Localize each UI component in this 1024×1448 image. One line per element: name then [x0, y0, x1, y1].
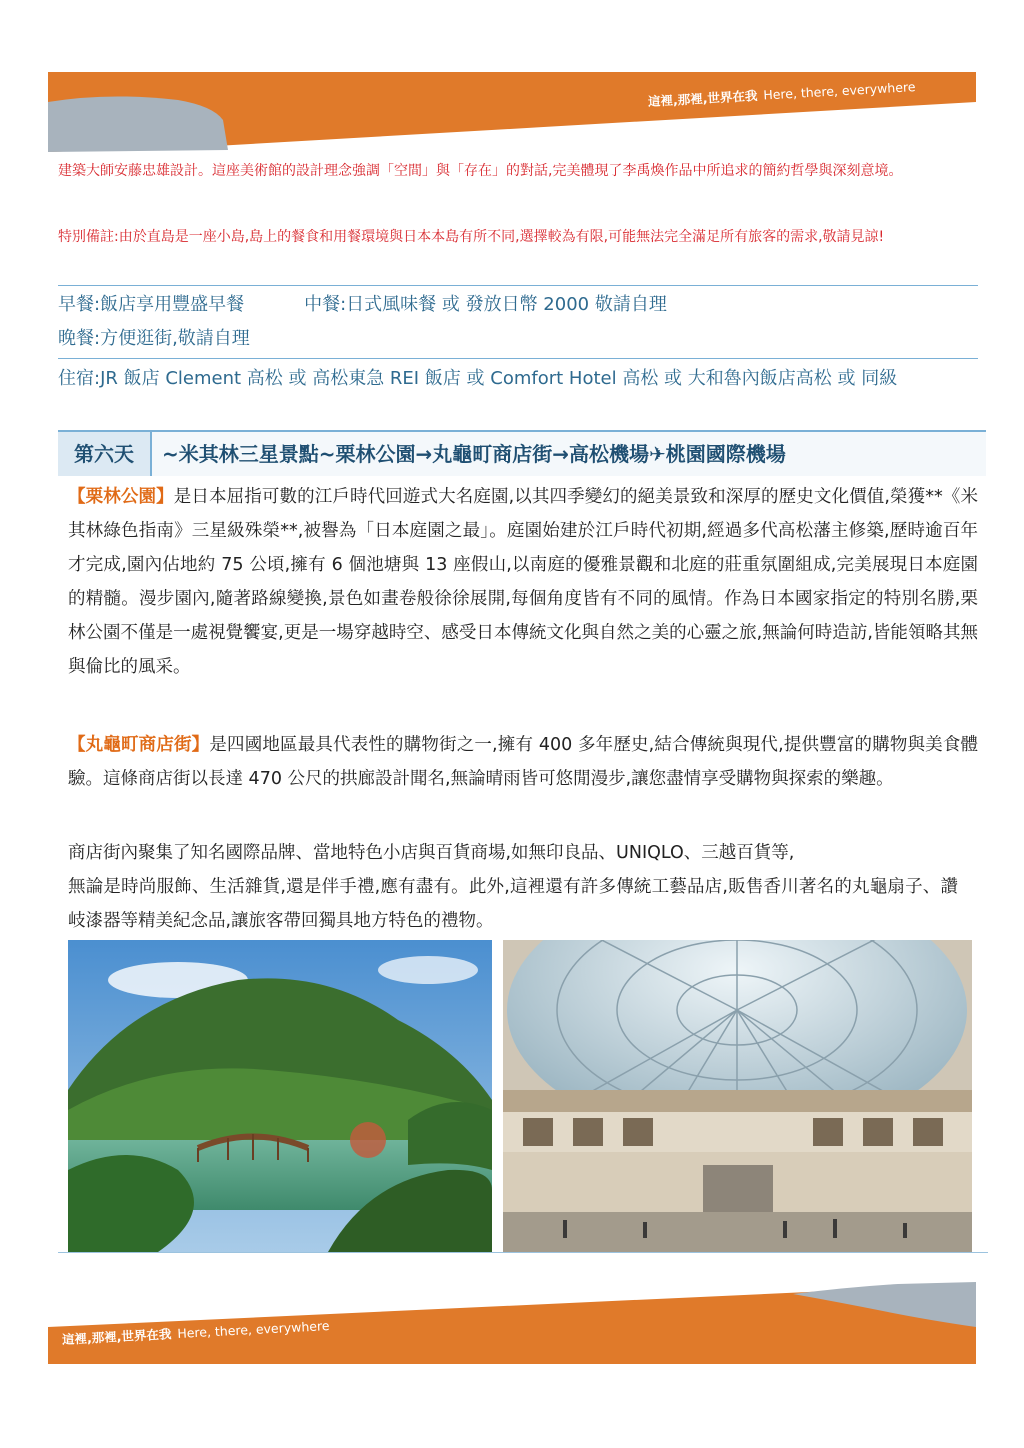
marugame-dome-photo — [503, 940, 972, 1252]
shops-line-1: 商店街內聚集了知名國際品牌、當地特色小店與百貨商場,如無印良品、UNIQLO、三越百貨等, — [68, 843, 795, 863]
meal-breakfast-lunch — [58, 288, 968, 322]
header-slogan: 這裡,那裡,世界在我 Here, there, everywhere — [647, 79, 916, 109]
marugame-paragraph — [68, 728, 978, 796]
lunch-text: 中餐:日式風味餐 或 發放日幣 2000 敬請自理 — [304, 294, 667, 315]
day-title: ~米其林三星景點~栗林公園→丸龜町商店街→高松機場✈桃園國際機場 — [162, 442, 786, 466]
day-label: 第六天 — [58, 432, 152, 476]
breakfast-text: 早餐:飯店享用豐盛早餐 — [58, 294, 245, 315]
meal-dinner: 晚餐:方便逛街,敬請自理 — [58, 328, 250, 349]
divider — [58, 358, 978, 359]
photo-baseline — [58, 1252, 988, 1253]
ritsurin-paragraph — [68, 480, 978, 684]
special-note: 特別備註:由於直島是一座小島,島上的餐食和用餐環境與日本本島有所不同,選擇較為有限,可能無法完全滿足所有旅客的需求,敬請見諒! — [58, 229, 885, 245]
ritsurin-body: 是日本屈指可數的江戶時代回遊式大名庭園,以其四季變幻的絕美景致和深厚的歷史文化價值,榮獲**《米其林綠色指南》三星級殊榮**,被譽為「日本庭園之最」。庭園始建於江戶時代初期,經過多代高松藩主修築,歷時逾百年才完成,園內佔地約 75 公頃,擁有 6 個池塘與 13 座假山,以南庭的優雅景觀和北庭的莊重氛圍組成,完美展現日本庭園的精髓。漫步園內,隨著路線變換,景色如畫卷般徐徐展開,每個角度皆有不同的風情。作為日本國家指定的特別名勝,栗林公園不僅是一處視覺饗宴,更是一場穿越時空、感受日本傳統文化與自然之美的心靈之旅,無論何時造訪,皆能領略其無與倫比的風采。 — [68, 487, 979, 677]
hotel-info: 住宿:JR 飯店 Clement 高松 或 高松東急 REI 飯店 或 Comfort Hotel 高松 或 大和魯內飯店高松 或 同級 — [58, 368, 898, 389]
architect-note: 建築大師安藤忠雄設計。這座美術館的設計理念強調「空間」與「存在」的對話,完美體現了李禹煥作品中所追求的簡約哲學與深刻意境。 — [58, 163, 903, 179]
day-header — [58, 430, 986, 476]
ritsurin-garden-photo — [68, 940, 492, 1252]
footer-slogan: 這裡,那裡,世界在我 Here, there, everywhere — [61, 1317, 330, 1347]
marugame-title: 【丸龜町商店街】 — [68, 735, 210, 755]
marugame-body: 是四國地區最具代表性的購物街之一,擁有 400 多年歷史,結合傳統與現代,提供豐富的購物與美食體驗。這條商店街以長達 470 公尺的拱廊設計聞名,無論晴雨皆可悠閒漫步,讓您盡情享受購物與探索的樂趣。 — [68, 735, 979, 789]
divider — [58, 285, 978, 286]
shops-line-2: 無論是時尚服飾、生活雜貨,還是伴手禮,應有盡有。此外,這裡還有許多傳統工藝品店,販售香川著名的丸龜扇子、讚岐漆器等精美紀念品,讓旅客帶回獨具地方特色的禮物。 — [68, 877, 958, 931]
ritsurin-title: 【栗林公園】 — [68, 487, 174, 507]
